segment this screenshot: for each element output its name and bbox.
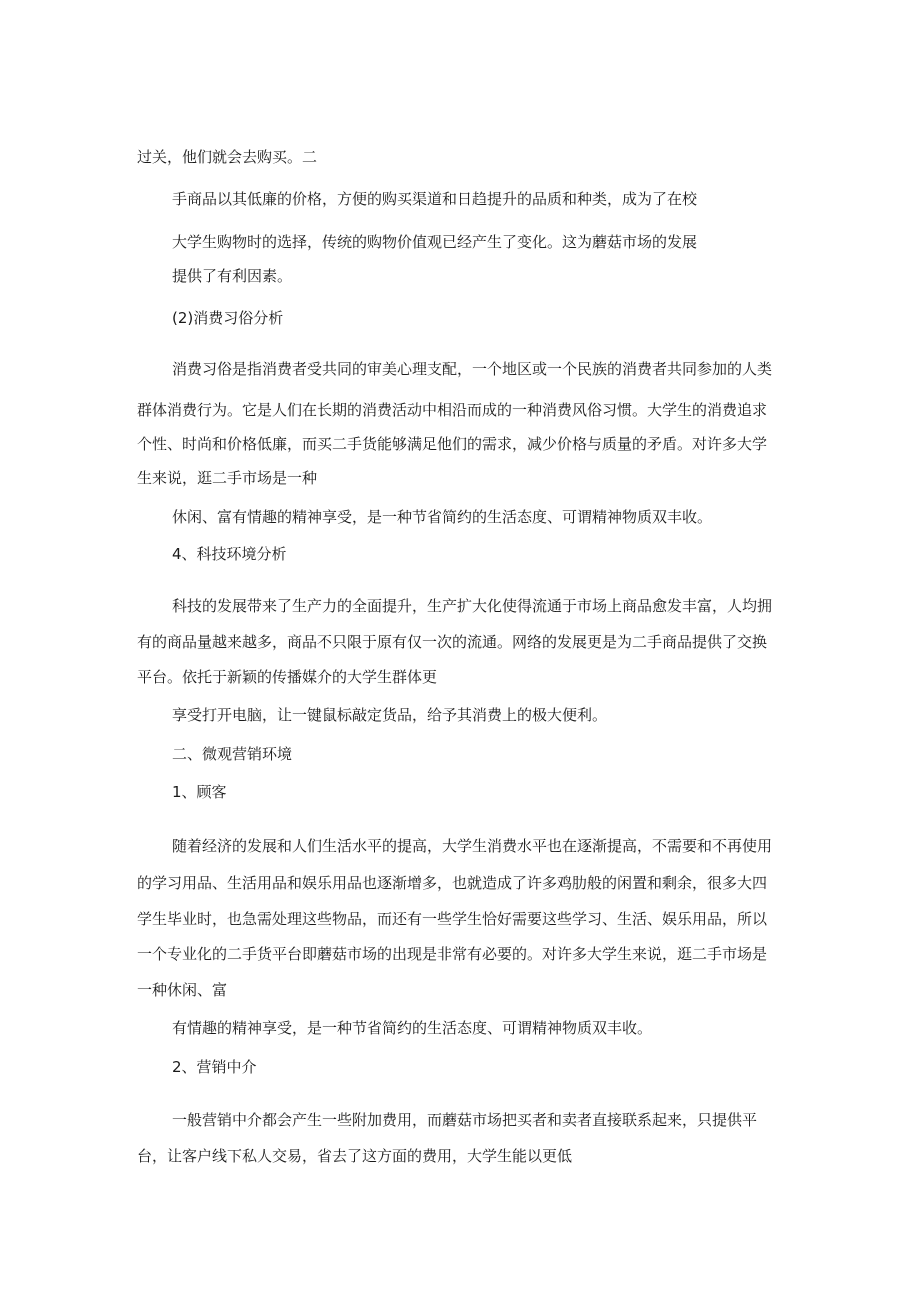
text-line: 一种休闲、富 <box>137 981 228 999</box>
text-line: 提供了有利因素。 <box>172 267 293 285</box>
text-line: 有情趣的精神享受，是一种节省简约的生活态度、可谓精神物质双丰收。 <box>172 1019 653 1037</box>
text-line: 群体消费行为。它是人们在长期的消费活动中相沿而成的一种消费风俗习惯。大学生的消费追求 <box>137 401 768 419</box>
section-heading: 二、微观营销环境 <box>172 745 293 763</box>
text-line: 个性、时尚和价格低廉，而买二手货能够满足他们的需求，减少价格与质量的矛盾。对许多大学 <box>137 435 768 453</box>
text-line: 随着经济的发展和人们生活水平的提高，大学生消费水平也在逐渐提高，不需要和不再使用 <box>172 837 773 855</box>
section-heading: 2、营销中介 <box>172 1058 257 1076</box>
section-heading: (2)消费习俗分析 <box>172 309 284 327</box>
text-line: 消费习俗是指消费者受共同的审美心理支配，一个地区或一个民族的消费者共同参加的人类 <box>172 360 773 378</box>
text-line: 一般营销中介都会产生一些附加费用，而蘑菇市场把买者和卖者直接联系起来，只提供平 <box>172 1111 758 1129</box>
text-line: 过关，他们就会去购买。二 <box>137 148 318 166</box>
text-line: 有的商品量越来越多，商品不只限于原有仅一次的流通。网络的发展更是为二手商品提供了交换 <box>137 633 768 651</box>
text-line: 大学生购物时的选择，传统的购物价值观已经产生了变化。这为蘑菇市场的发展 <box>172 233 698 251</box>
text-line: 享受打开电脑，让一键鼠标敲定货品，给予其消费上的极大便利。 <box>172 706 608 724</box>
section-heading: 4、科技环境分析 <box>172 545 287 563</box>
text-line: 休闲、富有情趣的精神享受，是一种节省简约的生活态度、可谓精神物质双丰收。 <box>172 508 713 526</box>
text-line: 生来说，逛二手市场是一种 <box>137 469 318 487</box>
text-line: 手商品以其低廉的价格，方便的购买渠道和日趋提升的品质和种类，成为了在校 <box>172 190 698 208</box>
text-line: 平台。依托于新颖的传播媒介的大学生群体更 <box>137 668 438 686</box>
section-heading: 1、顾客 <box>172 783 227 801</box>
text-line: 的学习用品、生活用品和娱乐用品也逐渐增多，也就造成了许多鸡肋般的闲置和剩余，很多大四 <box>137 874 768 892</box>
text-line: 一个专业化的二手货平台即蘑菇市场的出现是非常有必要的。对许多大学生来说，逛二手市场是 <box>137 945 768 963</box>
text-line: 学生毕业时，也急需处理这些物品，而还有一些学生恰好需要这些学习、生活、娱乐用品，所以 <box>137 910 768 928</box>
text-line: 台，让客户线下私人交易，省去了这方面的费用，大学生能以更低 <box>137 1147 573 1165</box>
text-line: 科技的发展带来了生产力的全面提升，生产扩大化使得流通于市场上商品愈发丰富，人均拥 <box>172 597 773 615</box>
